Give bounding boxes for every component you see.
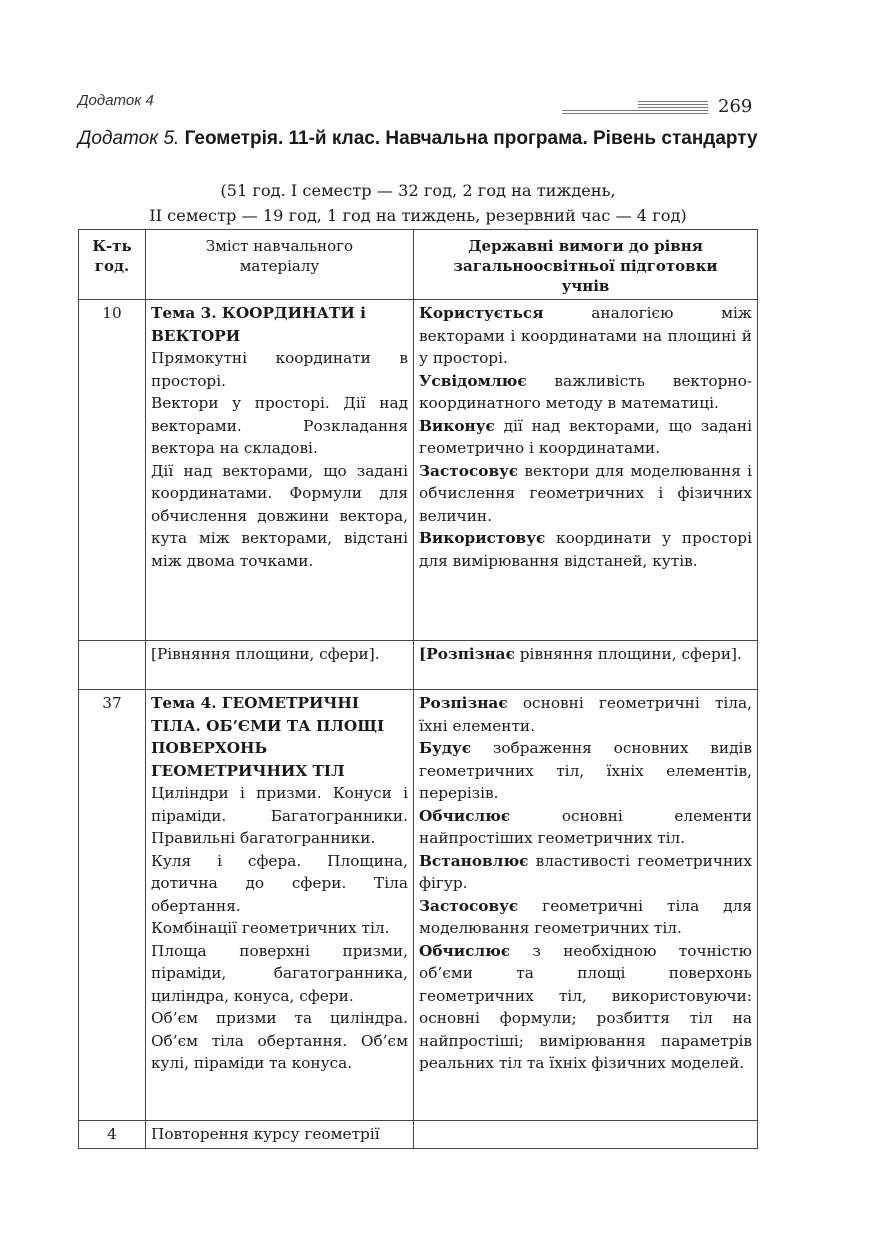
- content-item: Комбінації геометричних тіл.: [151, 919, 390, 937]
- requirement-text: рівняння площини, сфери].: [514, 645, 742, 663]
- requirement-item: [419, 527, 752, 572]
- title-prefix: Додаток 5.: [78, 128, 180, 149]
- row-requirements: [414, 690, 758, 1121]
- requirement-text: геометричні тіла для моделювання геометричних тіл.: [419, 896, 752, 937]
- row-hours: 10: [79, 300, 146, 641]
- content-item: Вектори у просторі. Дії над векторами. Розкладання вектора на складові.: [151, 394, 408, 457]
- row-hours: [79, 641, 146, 690]
- row-hours: 4: [79, 1121, 146, 1149]
- requirement-verb: Використовує: [419, 529, 546, 547]
- running-head: Додаток 4: [78, 92, 154, 109]
- requirement-verb: Розпізнає: [419, 694, 508, 712]
- requirement-text: аналогією між векторами і координатами на площині й у просторі.: [419, 304, 752, 367]
- requirement-verb: Обчислює: [419, 941, 511, 960]
- requirement-item: [419, 302, 752, 370]
- row-content: [146, 641, 414, 690]
- curriculum-table: [78, 229, 758, 1149]
- subtitle-line-1: (51 год. І семестр — 32 год, 2 год на тиждень,: [220, 181, 616, 200]
- requirement-item: [419, 895, 752, 940]
- requirement-item: [419, 940, 752, 1075]
- content-item: Прямокутні координати в просторі.: [151, 349, 408, 390]
- requirement-item: [419, 415, 752, 460]
- row-requirements: [414, 641, 758, 690]
- requirement-text: основні елементи найпростіших геометричних тіл.: [419, 806, 752, 847]
- subtitle-line-2: ІІ семестр — 19 год, 1 год на тиждень, резервний час — 4 год): [149, 206, 687, 225]
- content-item: Об’єм призми та циліндра. Об’єм тіла обертання. Об’єм кулі, піраміди та конуса.: [151, 1009, 408, 1072]
- table-row: [79, 641, 758, 690]
- requirement-verb: Застосовує: [419, 461, 519, 480]
- requirement-verb: Обчислює: [419, 806, 511, 825]
- subtitle: [78, 178, 758, 228]
- requirement-item: [419, 805, 752, 850]
- row-content: [146, 300, 414, 641]
- requirement-verb: Встановлює: [419, 851, 529, 870]
- requirement-verb: [Розпізнає: [419, 645, 515, 663]
- header-requirements: Державні вимоги до рівня загальноосвітньої підготовки учнів: [414, 230, 758, 300]
- requirement-text: вектори для моделювання і обчислення геометричних і фізичних величин.: [419, 461, 752, 525]
- header-content: Зміст навчального матеріалу: [146, 230, 414, 300]
- content-item: Площа поверхні призми, піраміди, багатогранника, циліндра, конуса, сфери.: [151, 941, 408, 1005]
- row-hours: 37: [79, 690, 146, 1121]
- requirement-item: [419, 850, 752, 895]
- requirement-item: [419, 643, 752, 666]
- content-item: Циліндри і призми. Конуси і піраміди. Багатогранники. Правильні багатогранники.: [151, 784, 408, 847]
- requirement-text: важливість векторно-координатного методу в математиці.: [419, 371, 752, 412]
- page-title: [78, 126, 768, 151]
- requirement-verb: Користується: [419, 304, 544, 322]
- requirement-text: з необхідною точністю об’єми та площі поверхонь геометричних тіл, використовуючи: основні формули; розбиття тіл на найпростіші; вимірювання параметрів реальних тіл та їхніх фізичних моделей.: [419, 941, 752, 1072]
- requirement-item: [419, 692, 752, 737]
- table-header-row: [79, 230, 758, 300]
- header-rule-lines: [562, 101, 708, 115]
- requirement-text: властивості геометричних фігур.: [419, 851, 752, 892]
- table-row: [79, 1121, 758, 1149]
- page-number: 269: [718, 96, 753, 117]
- header-hours: К-ть год.: [79, 230, 146, 300]
- content-item: Куля і сфера. Площина, дотична до сфери. Тіла обертання.: [151, 851, 408, 915]
- row-requirements: [414, 300, 758, 641]
- requirement-item: [419, 737, 752, 805]
- row-content: [146, 1121, 414, 1149]
- content-item: [Рівняння площини, сфери].: [151, 645, 380, 663]
- requirement-item: [419, 460, 752, 528]
- row-content: [146, 690, 414, 1121]
- topic-title: Тема 4. ГЕОМЕТРИЧНІ ТІЛА. ОБ’ЄМИ ТА ПЛОЩІ ПОВЕРХОНЬ ГЕОМЕТРИЧНИХ ТІЛ: [151, 694, 385, 780]
- requirement-verb: Будує: [419, 739, 472, 757]
- requirement-text: дії над векторами, що задані геометрично і координатами.: [419, 416, 752, 457]
- requirement-item: [419, 370, 752, 415]
- content-item: Повторення курсу геометрії: [151, 1125, 380, 1143]
- table-row: [79, 690, 758, 1121]
- requirement-verb: Виконує: [419, 416, 495, 435]
- requirement-verb: Застосовує: [419, 896, 519, 915]
- table-row: [79, 300, 758, 641]
- content-item: Дії над векторами, що задані координатами. Формули для обчислення довжини вектора, кута між векторами, відстані між двома точками.: [151, 461, 408, 570]
- requirement-verb: Усвідомлює: [419, 371, 527, 390]
- requirement-text: основні геометричні тіла, їхні елементи.: [419, 694, 752, 735]
- requirement-text: зображення основних видів геометричних тіл, їхніх елементів, перерізів.: [419, 739, 752, 802]
- requirement-text: координати у просторі для вимірювання відстаней, кутів.: [419, 529, 752, 570]
- title-text: Геометрія. 11-й клас. Навчальна програма. Рівень стандарту: [179, 128, 758, 149]
- topic-title: Тема 3. КООРДИНАТИ і ВЕКТОРИ: [151, 304, 366, 345]
- row-requirements: [414, 1121, 758, 1149]
